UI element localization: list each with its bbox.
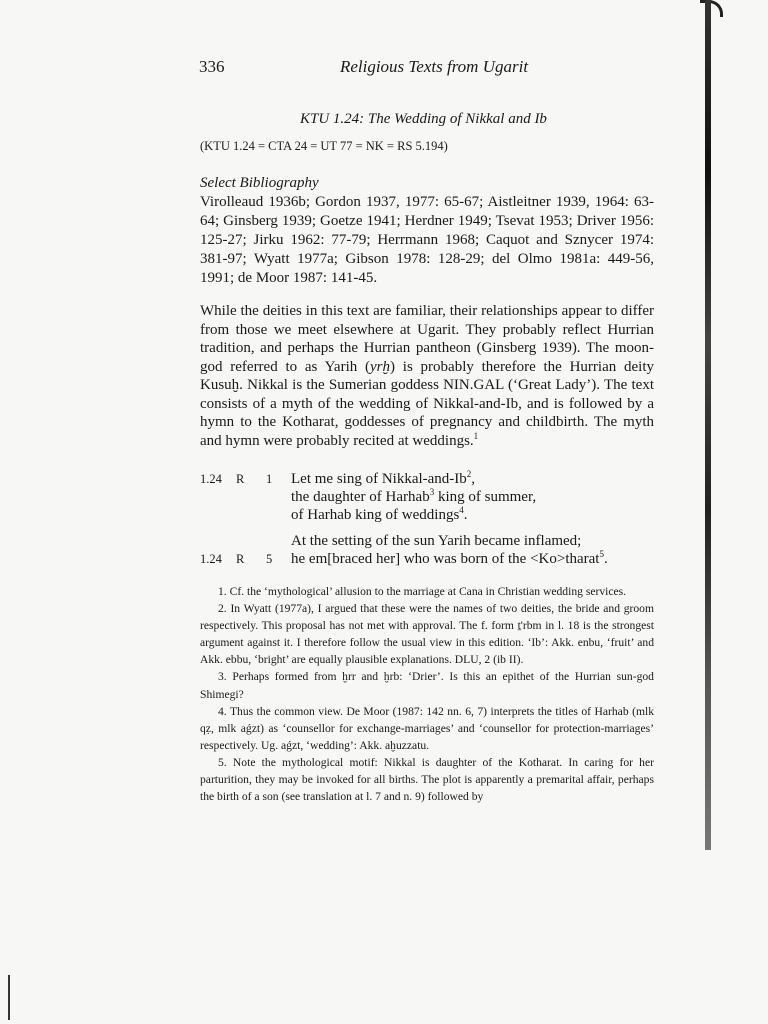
footnote-body — [200, 668, 654, 702]
verse-text-tail: king of summer, — [434, 489, 537, 505]
verse-text-tail: , — [471, 471, 476, 487]
footnote-number: 2. — [218, 602, 227, 616]
footnote-number: 4. — [218, 704, 227, 718]
footnote-number: 3. — [218, 670, 227, 684]
intro-text-1: While the deities in this text are familiar, their relationships appear to differ from those we meet elsewhere at Ugarit. They probably reflect Hurrian tradition, and perhaps the Hurrian pantheon (Ginsberg 1939). The moon-god referred to as Yarih ( — [200, 303, 654, 375]
footnote-text: In Wyatt (1977a), I argued that these were the names of two deities, the bride and groom respectively. This proposal has not met with approval. The f. form ṯ'rbm in l. 18 is the strongest argument against it. I therefore follow the usual view in this edition. ‘Ib’: Akk. enbu, ‘fruit’ and Akk. ebbu, ‘bright’ are equally plausible explanations. DLU, 2 (ib II). — [200, 602, 654, 667]
verse-text-main: he em[braced her] who was born of the <Ko>tharat — [291, 551, 600, 567]
verse-line — [200, 550, 660, 568]
bibliography-heading: Select Bibliography — [200, 175, 319, 191]
running-head-text: Religious Texts from Ugarit — [339, 57, 529, 76]
footnote-ref: 2 — [466, 469, 472, 479]
binding-hook — [700, 0, 723, 17]
verse-text — [291, 470, 475, 488]
footnote-body — [200, 583, 654, 600]
footnote-number: 1. — [218, 585, 227, 598]
verse-text: At the setting of the sun Yarih became inflamed; — [291, 533, 582, 549]
footnote-body — [200, 703, 654, 754]
footnote-text: Cf. the ‘mythological’ allusion to the marriage at Cana in Christian wedding services. — [229, 585, 627, 598]
ref-tablet: 1.24 — [200, 552, 222, 566]
verse-text-main: of Harhab king of weddings — [291, 507, 460, 523]
bibliography-text: Virolleaud 1936b; Gordon 1937, 1977: 65-67; Aistleitner 1939, 1964: 63-64; Ginsberg 1939; Goetze 1941; Herdner 1949; Tsevat 1953; Driver 1956: 125-27; Jirku 1962: 77-79; Herrmann 1968; Caquot and Sznycer 1974: 381-97; Wyatt 1977a; Gibson 1978: 128-29; del Olmo 1981a: 449-56, 1991; de Moor 1987: 141-45. — [200, 194, 654, 286]
intro-text-2: ) is probably therefore the Hurrian deity Kusuḫ. Nikkal is the Sumerian goddess NIN.GAL (‘Great Lady’). The text consists of a myth of the wedding of Nikkal-and-Ib, and is followed by a hymn to the Kotharat, goddesses of pregnancy and childbirth. The myth and hymn were probably recited at weddings. — [200, 358, 654, 449]
verse-line — [200, 532, 660, 550]
verse-line — [200, 470, 660, 488]
verse-text-main: Let me sing of Nikkal-and-Ib — [291, 471, 467, 487]
verse-text-tail: . — [603, 551, 608, 567]
ref-line: 1 — [266, 472, 273, 486]
intro-paragraph — [200, 302, 654, 450]
footnote-ref: 3 — [429, 487, 435, 497]
footnote-text: Perhaps formed from ḫrr and ḫrb: ‘Drier’. Is this an epithet of the Hurrian sun-god Shimegi? — [200, 670, 654, 701]
ref-line: 5 — [266, 552, 273, 566]
footnote-ref: 4 — [459, 505, 464, 515]
footnote — [200, 703, 654, 754]
verse-text — [291, 506, 468, 524]
footnote — [200, 600, 654, 668]
footnote-text: Thus the common view. De Moor (1987: 142 nn. 6, 7) interprets the titles of Harhab (mlk qẓ, mlk aǵzt) as ‘counsellor for exchange-marriages’ and ‘counsellor for protection-marriages’ respectively. Ug. aǵzt, ‘wedding’: Akk. aḫuzzatu. — [200, 704, 654, 752]
verse-text-main: the daughter of Harhab — [291, 489, 430, 505]
scan-margin-mark — [8, 975, 10, 1020]
footnote-number: 5. — [218, 755, 227, 769]
footnote — [200, 754, 654, 805]
footnote-body — [200, 754, 654, 805]
verse-text — [291, 488, 536, 506]
binding-edge — [705, 0, 711, 850]
ref-tablet: 1.24 — [200, 472, 222, 486]
footnote — [200, 668, 654, 702]
footnote-ref: 5 — [599, 549, 604, 559]
footnote — [200, 583, 654, 600]
ktu-concordance: (KTU 1.24 = CTA 24 = UT 77 = NK = RS 5.194) — [200, 139, 448, 153]
intro-footnote-ref: 1 — [473, 430, 479, 441]
page-number: 336 — [199, 57, 225, 76]
footnote-text: Note the mythological motif: Nikkal is daughter of the Kotharat. In caring for her parturition, they may be invoked for all births. The plot is apparently a premarital affair, perhaps the birth of a son (see translation at l. 7 and n. 9) followed by — [200, 755, 654, 804]
footnotes — [200, 583, 654, 805]
text-title: KTU 1.24: The Wedding of Nikkal and Ib — [300, 111, 547, 127]
verse-line — [200, 488, 660, 506]
ref-side: R — [236, 552, 245, 566]
verse-text — [291, 550, 608, 568]
verse-text-tail: . — [463, 507, 468, 523]
intro-yrh: yrḫ — [370, 358, 391, 375]
footnote-body — [200, 600, 654, 668]
verse-translation — [200, 470, 660, 568]
ref-side: R — [236, 472, 245, 486]
verse-line — [200, 506, 660, 524]
running-head — [0, 57, 768, 77]
